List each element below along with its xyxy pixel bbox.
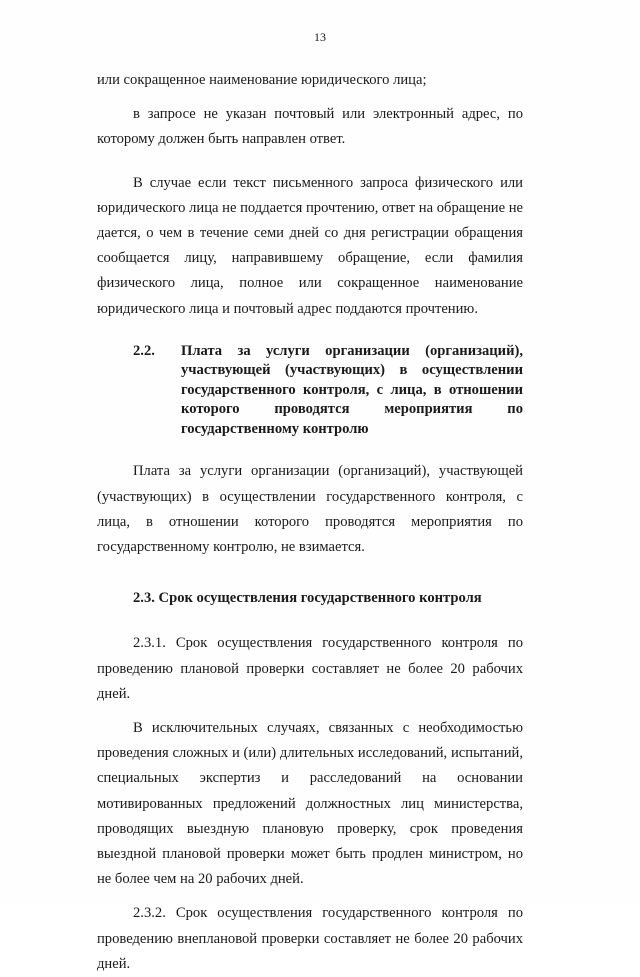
section-2-3-exceptional-paragraph: В исключительных случаях, связанных с необходимостью проведения сложных и (или) длительных исследований, испытаний, специальных экспертиз и расследований на основании мотивированных предложений должностных лиц министерства, проводящих выездную плановую проверку, срок проведения выездной плановой проверки может быть продлен министром, но не более чем на 20 рабочих дней.	[97, 719, 523, 888]
page-number: 13	[314, 30, 326, 44]
document-body	[97, 68, 523, 977]
paragraph-no-address: в запросе не указан почтовый или электронный адрес, по которому должен быть направлен ответ.	[97, 106, 523, 148]
paragraph-unreadable-request: В случае если текст письменного запроса физического или юридического лица не поддается прочтению, ответ на обращение не дается, о чем в течение семи дней со дня регистрации обращения сообщается лицу, направившему обращение, если фамилия физического лица, полное или сокращенное наименование юридического лица и почтовый адрес поддаются прочтению.	[97, 174, 523, 317]
section-2-3-heading: 2.3. Срок осуществления государственного контроля	[133, 590, 482, 607]
section-2-2-title: Плата за услуги организации (организаций), участвующей (участвующих) в осуществлении государственного контроля, с лица, в отношении которого проводятся мероприятия по государственному контролю	[181, 342, 523, 437]
section-2-2-heading	[97, 342, 523, 440]
section-2-2-body: Плата за услуги организации (организаций), участвующей (участвующих) в осуществлении государственного контроля, с лица, в отношении которого проводятся мероприятия по государственному контролю, не взимается.	[97, 463, 523, 555]
section-2-3-2-paragraph: 2.3.2. Срок осуществления государственного контроля по проведению внеплановой проверки составляет не более 20 рабочих дней.	[97, 905, 523, 972]
section-2-3-1-paragraph: 2.3.1. Срок осуществления государственного контроля по проведению плановой проверки составляет не более 20 рабочих дней.	[97, 635, 523, 702]
section-2-2-number: 2.2.	[133, 342, 155, 359]
paragraph-legal-name: или сокращенное наименование юридического лица;	[97, 72, 427, 88]
